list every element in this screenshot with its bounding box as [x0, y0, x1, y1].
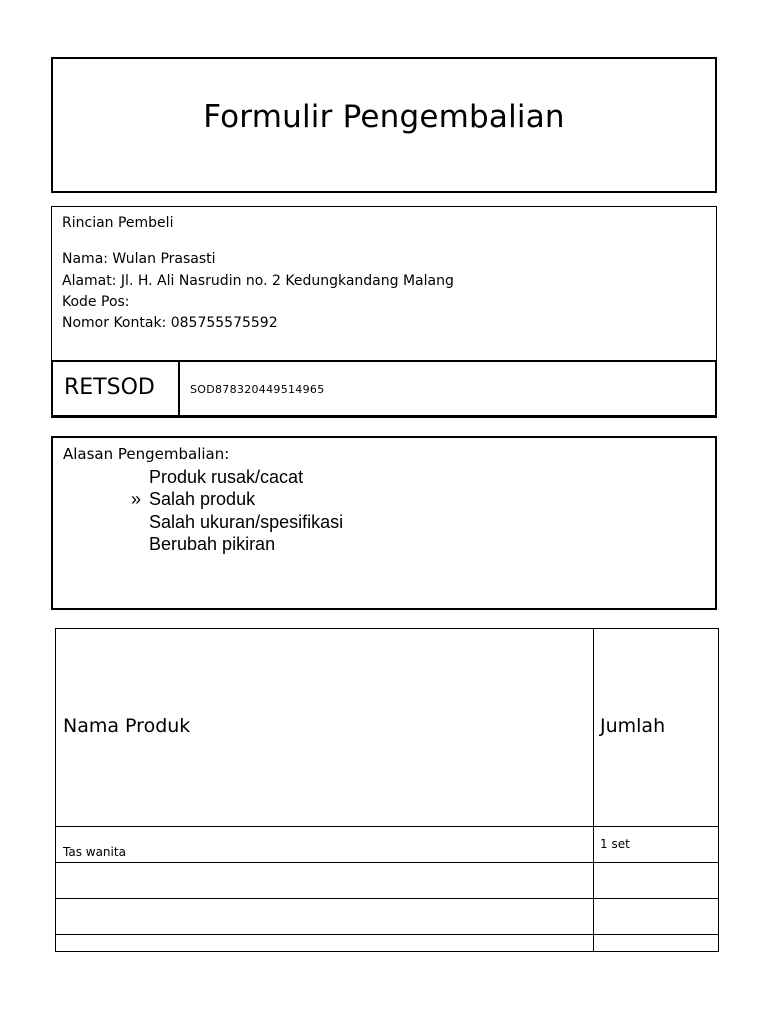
column-divider: [593, 629, 594, 951]
column-header-quantity: Jumlah: [600, 715, 666, 737]
row-divider: [56, 898, 718, 899]
table-cell-quantity: 1 set: [600, 837, 630, 851]
buyer-address: Alamat: Jl. H. Ali Nasrudin no. 2 Kedungkandang Malang: [62, 273, 454, 289]
reason-option: Produk rusak/cacat: [149, 467, 304, 487]
reason-heading: Alasan Pengembalian:: [63, 445, 230, 463]
order-number: SOD878320449514965: [190, 383, 325, 396]
buyer-postal-code: Kode Pos:: [62, 294, 130, 310]
reason-option: Berubah pikiran: [149, 534, 276, 554]
row-divider: [56, 934, 718, 935]
column-header-product-name: Nama Produk: [63, 715, 191, 737]
return-reason-box: [51, 436, 717, 610]
form-title: Formulir Pengembalian: [203, 99, 565, 135]
form-title-box: [51, 57, 717, 193]
return-code-row: [51, 360, 717, 417]
row-divider: [56, 862, 718, 863]
buyer-contact: [62, 315, 278, 331]
buyer-contact-value: 085755575592: [170, 315, 278, 331]
reason-option: Salah ukuran/spesifikasi: [149, 512, 344, 532]
return-code-label: RETSOD: [64, 375, 155, 400]
selected-marker-icon: »: [131, 489, 142, 509]
buyer-contact-label: Nomor Kontak:: [62, 315, 167, 331]
table-cell-product-name: Tas wanita: [63, 845, 126, 859]
buyer-name: Nama: Wulan Prasasti: [62, 251, 216, 267]
row-divider: [56, 826, 718, 827]
buyer-heading: Rincian Pembeli: [62, 215, 174, 231]
product-table: [55, 628, 719, 952]
order-number-cell: [180, 362, 717, 415]
return-code-cell: [51, 362, 180, 415]
reason-option-selected: Salah produk: [149, 489, 256, 509]
